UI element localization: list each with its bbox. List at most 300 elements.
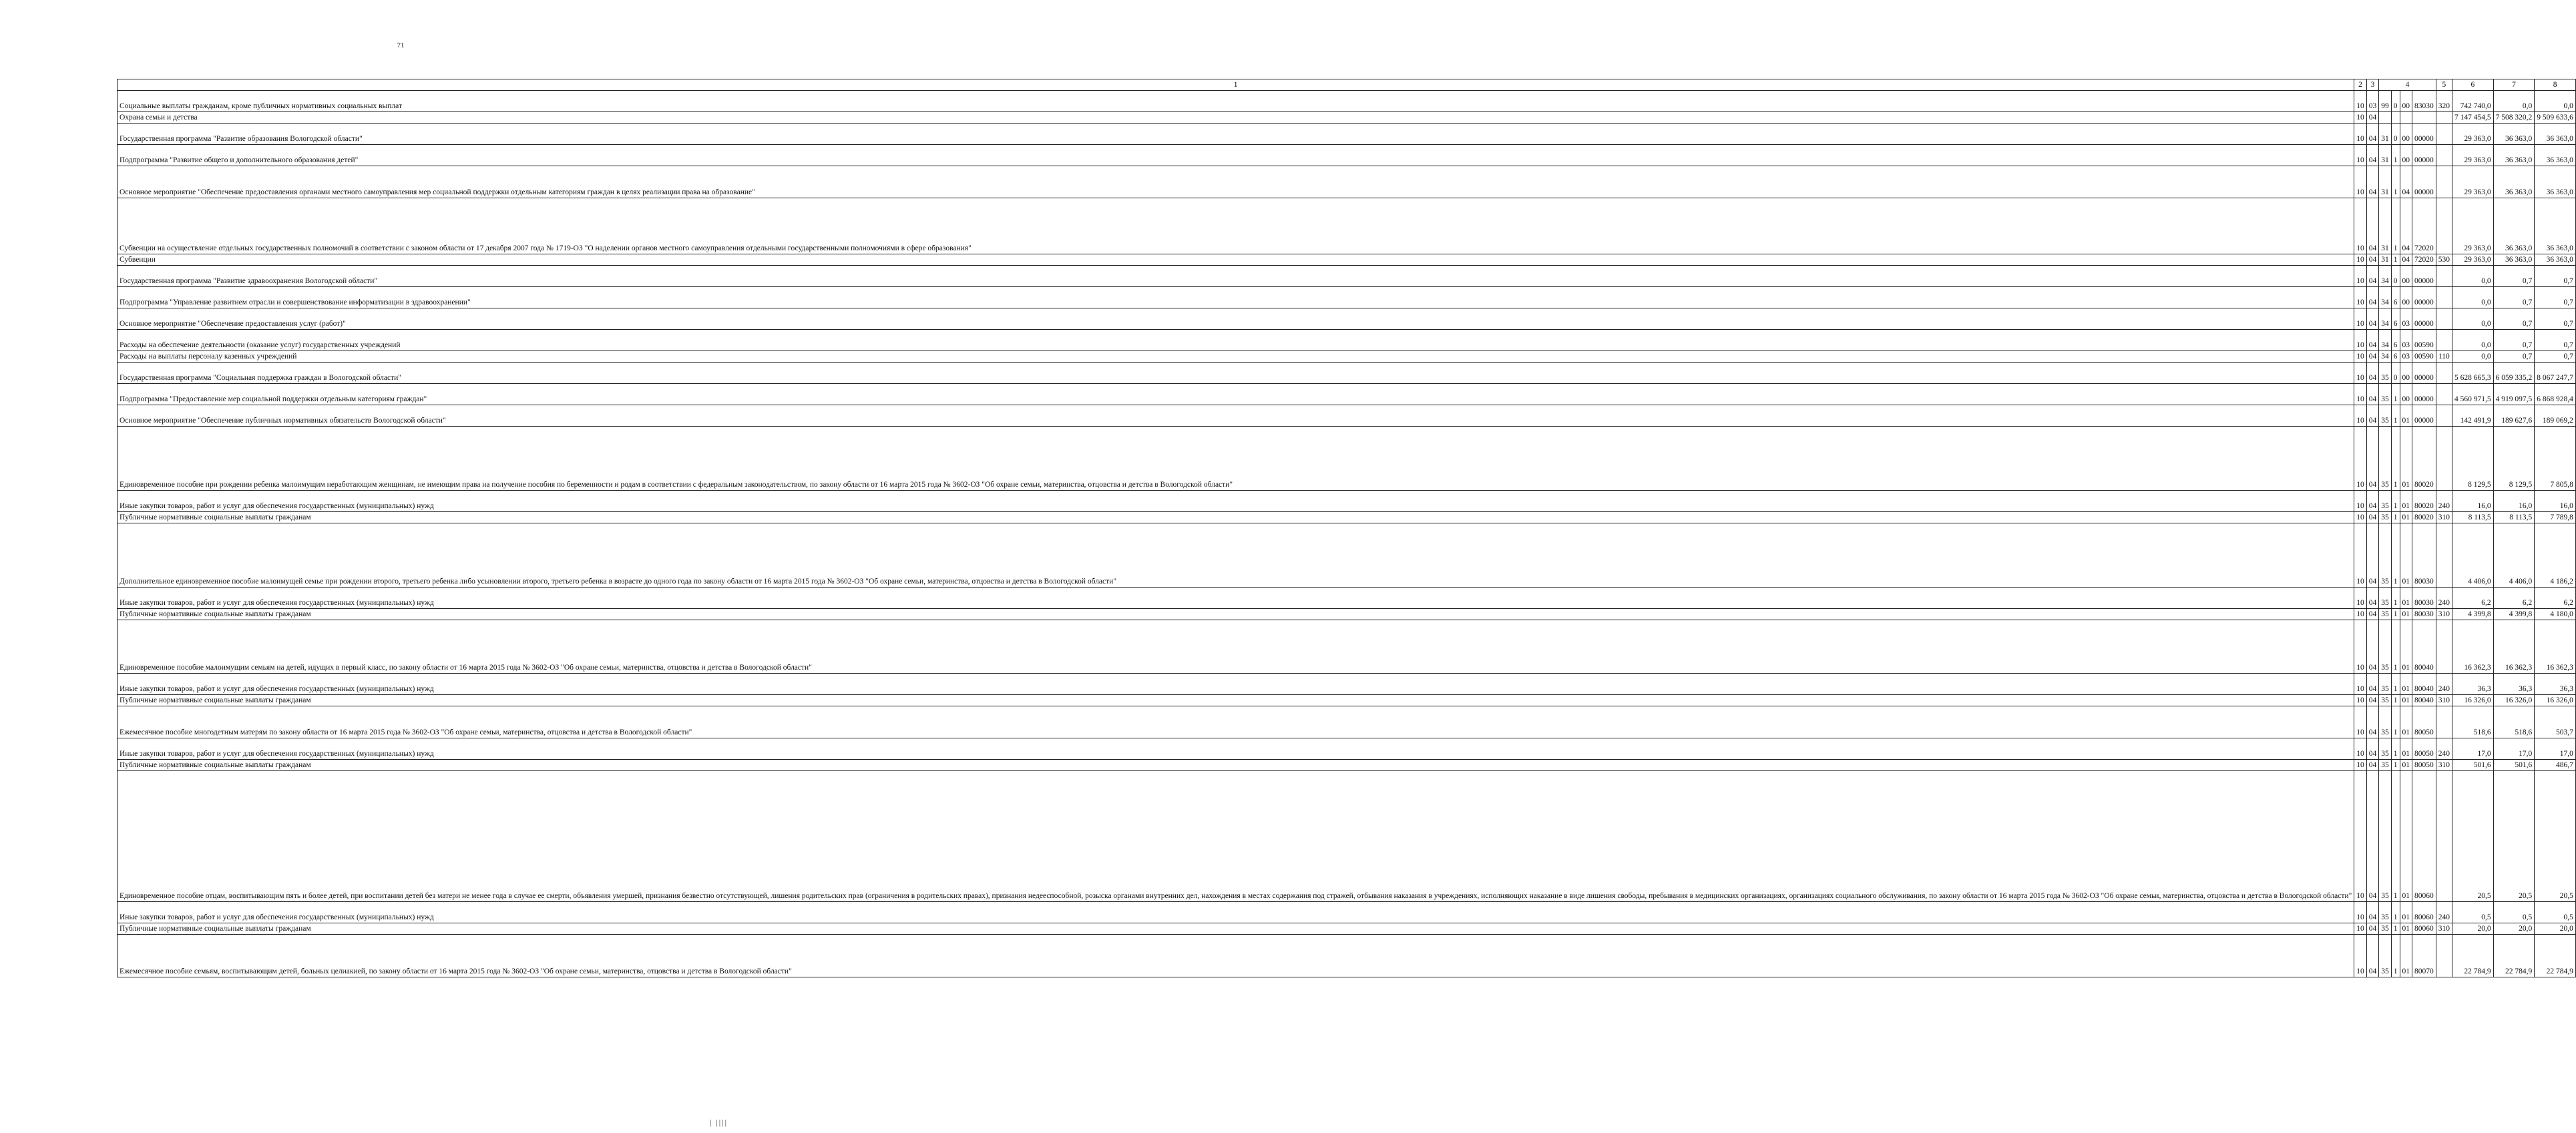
cell-k1: 35 bbox=[2379, 427, 2392, 491]
cell-razdel: 10 bbox=[2354, 427, 2367, 491]
cell-k4: 00000 bbox=[2412, 166, 2436, 198]
cell-razdel: 10 bbox=[2354, 523, 2367, 588]
table-row bbox=[118, 363, 2576, 384]
cell-vr: 310 bbox=[2436, 695, 2452, 706]
cell-name: Единовременное пособие отцам, воспитывающим пять и более детей, при воспитании детей без матери не менее года в случае ее смерти, объявления умершей, признания безвестно отсутствующей, лишения родительских прав (ограничения в родительских правах), признания недееспособной, розыска органами внутренних дел, нахождения в местах содержания под стражей, отбывания наказания в учреждениях, исполняющих наказание в виде лишения свободы, пребывания в медицинских организациях, организациях социального обслуживания, по закону области от 16 марта 2015 года № 3602-ОЗ "Об охране семьи, материнства, отцовства и детства в Вологодской области" bbox=[118, 771, 2354, 902]
cell-v6: 0,0 bbox=[2452, 287, 2494, 308]
cell-k3 bbox=[2400, 112, 2412, 124]
table-row bbox=[118, 405, 2576, 427]
cell-razdel: 10 bbox=[2354, 771, 2367, 902]
cell-k4: 00590 bbox=[2412, 351, 2436, 363]
cell-k1: 35 bbox=[2379, 363, 2392, 384]
cell-k2: 1 bbox=[2391, 620, 2400, 674]
cell-podrazdel: 04 bbox=[2366, 935, 2379, 977]
header-col-8: 8 bbox=[2535, 79, 2576, 91]
cell-podrazdel: 04 bbox=[2366, 695, 2379, 706]
cell-k1: 34 bbox=[2379, 266, 2392, 287]
cell-v7: 501,6 bbox=[2493, 760, 2535, 771]
table-row bbox=[118, 145, 2576, 166]
cell-podrazdel: 04 bbox=[2366, 620, 2379, 674]
cell-v8: 0,5 bbox=[2535, 902, 2576, 923]
cell-k2: 0 bbox=[2391, 124, 2400, 145]
cell-k1: 35 bbox=[2379, 512, 2392, 523]
cell-v8: 4 180,0 bbox=[2535, 609, 2576, 620]
header-col-3: 3 bbox=[2366, 79, 2379, 91]
cell-k3: 01 bbox=[2400, 427, 2412, 491]
cell-vr: 310 bbox=[2436, 609, 2452, 620]
cell-vr bbox=[2436, 166, 2452, 198]
cell-k2: 6 bbox=[2391, 330, 2400, 351]
cell-k2: 1 bbox=[2391, 523, 2400, 588]
cell-podrazdel: 04 bbox=[2366, 145, 2379, 166]
cell-name: Дополнительное единовременное пособие малоимущей семье при рождении второго, третьего ребенка либо усыновлении второго, третьего ребенка в возрасте до одного года по закону области от 16 марта 2015 года № 3602-ОЗ "Об охране семьи, материнства, отцовства и детства в Вологодской области" bbox=[118, 523, 2354, 588]
cell-v6: 4 406,0 bbox=[2452, 523, 2494, 588]
cell-v8: 0,7 bbox=[2535, 351, 2576, 363]
cell-v7: 0,7 bbox=[2493, 351, 2535, 363]
cell-k3: 01 bbox=[2400, 588, 2412, 609]
cell-v6: 0,0 bbox=[2452, 330, 2494, 351]
cell-podrazdel: 04 bbox=[2366, 124, 2379, 145]
cell-v6: 0,0 bbox=[2452, 266, 2494, 287]
table-row bbox=[118, 287, 2576, 308]
table-row bbox=[118, 902, 2576, 923]
cell-k1: 35 bbox=[2379, 384, 2392, 405]
cell-v8: 503,7 bbox=[2535, 706, 2576, 738]
cell-k2: 1 bbox=[2391, 491, 2400, 512]
table-row bbox=[118, 674, 2576, 695]
cell-k3: 01 bbox=[2400, 706, 2412, 738]
cell-v7: 36,3 bbox=[2493, 674, 2535, 695]
cell-v7: 7 508 320,2 bbox=[2493, 112, 2535, 124]
cell-v7: 189 627,6 bbox=[2493, 405, 2535, 427]
cell-k1: 99 bbox=[2379, 91, 2392, 112]
cell-k2: 6 bbox=[2391, 351, 2400, 363]
cell-v8: 16 362,3 bbox=[2535, 620, 2576, 674]
cell-name: Ежемесячное пособие многодетным матерям по закону области от 16 марта 2015 года № 3602-ОЗ "Об охране семьи, материнства, отцовства и детства в Вологодской области" bbox=[118, 706, 2354, 738]
cell-v7: 0,7 bbox=[2493, 287, 2535, 308]
cell-k4: 00000 bbox=[2412, 266, 2436, 287]
cell-v7: 36 363,0 bbox=[2493, 145, 2535, 166]
cell-k3: 01 bbox=[2400, 620, 2412, 674]
cell-vr bbox=[2436, 112, 2452, 124]
cell-v7: 0,0 bbox=[2493, 91, 2535, 112]
cell-k1: 35 bbox=[2379, 706, 2392, 738]
cell-vr bbox=[2436, 145, 2452, 166]
cell-k3: 01 bbox=[2400, 738, 2412, 760]
cell-vr: 320 bbox=[2436, 91, 2452, 112]
cell-k4: 80040 bbox=[2412, 695, 2436, 706]
cell-vr: 310 bbox=[2436, 760, 2452, 771]
cell-k2: 1 bbox=[2391, 760, 2400, 771]
cell-k1: 35 bbox=[2379, 523, 2392, 588]
cell-name: Подпрограмма "Предоставление мер социальной поддержки отдельным категориям граждан" bbox=[118, 384, 2354, 405]
cell-v8: 36 363,0 bbox=[2535, 198, 2576, 254]
table-row bbox=[118, 330, 2576, 351]
cell-k1: 35 bbox=[2379, 405, 2392, 427]
cell-k1: 31 bbox=[2379, 166, 2392, 198]
cell-razdel: 10 bbox=[2354, 609, 2367, 620]
cell-k2: 1 bbox=[2391, 902, 2400, 923]
cell-k3: 01 bbox=[2400, 771, 2412, 902]
cell-v6: 20,5 bbox=[2452, 771, 2494, 902]
cell-podrazdel: 04 bbox=[2366, 706, 2379, 738]
cell-razdel: 10 bbox=[2354, 112, 2367, 124]
cell-v7: 16,0 bbox=[2493, 491, 2535, 512]
cell-k3: 00 bbox=[2400, 91, 2412, 112]
cell-vr bbox=[2436, 330, 2452, 351]
cell-v6: 29 363,0 bbox=[2452, 254, 2494, 266]
cell-name: Публичные нормативные социальные выплаты гражданам bbox=[118, 695, 2354, 706]
cell-razdel: 10 bbox=[2354, 287, 2367, 308]
cell-name: Охрана семьи и детства bbox=[118, 112, 2354, 124]
cell-podrazdel: 04 bbox=[2366, 674, 2379, 695]
cell-razdel: 10 bbox=[2354, 198, 2367, 254]
cell-v7: 4 406,0 bbox=[2493, 523, 2535, 588]
cell-name: Основное мероприятие "Обеспечение предоставления услуг (работ)" bbox=[118, 308, 2354, 330]
cell-v6: 4 560 971,5 bbox=[2452, 384, 2494, 405]
table-row bbox=[118, 308, 2576, 330]
cell-k4: 80040 bbox=[2412, 620, 2436, 674]
cell-podrazdel: 04 bbox=[2366, 738, 2379, 760]
cell-v7: 20,5 bbox=[2493, 771, 2535, 902]
cell-podrazdel: 04 bbox=[2366, 512, 2379, 523]
cell-v6: 16 362,3 bbox=[2452, 620, 2494, 674]
cell-k3: 01 bbox=[2400, 674, 2412, 695]
table-row bbox=[118, 523, 2576, 588]
cell-k1: 31 bbox=[2379, 145, 2392, 166]
cell-vr bbox=[2436, 405, 2452, 427]
cell-v6: 5 628 665,3 bbox=[2452, 363, 2494, 384]
cell-razdel: 10 bbox=[2354, 145, 2367, 166]
cell-v7: 36 363,0 bbox=[2493, 166, 2535, 198]
cell-v8: 36 363,0 bbox=[2535, 254, 2576, 266]
cell-name: Единовременное пособие при рождении ребенка малоимущим неработающим женщинам, не имеющим права на получение пособия по беременности и родам в соответствии с федеральным законодательством, по закону области от 16 марта 2015 года № 3602-ОЗ "Об охране семьи, материнства, отцовства и детства в Вологодской области" bbox=[118, 427, 2354, 491]
cell-razdel: 10 bbox=[2354, 760, 2367, 771]
cell-v6: 0,0 bbox=[2452, 308, 2494, 330]
cell-v6: 7 147 454,5 bbox=[2452, 112, 2494, 124]
table-row bbox=[118, 254, 2576, 266]
cell-v6: 0,5 bbox=[2452, 902, 2494, 923]
cell-k1: 31 bbox=[2379, 254, 2392, 266]
cell-vr bbox=[2436, 266, 2452, 287]
table-row bbox=[118, 427, 2576, 491]
cell-k3: 00 bbox=[2400, 384, 2412, 405]
cell-k2: 1 bbox=[2391, 427, 2400, 491]
cell-v8: 9 509 633,6 bbox=[2535, 112, 2576, 124]
cell-k4: 80050 bbox=[2412, 706, 2436, 738]
cell-k3: 00 bbox=[2400, 287, 2412, 308]
cell-k4: 80060 bbox=[2412, 771, 2436, 902]
cell-v7: 0,7 bbox=[2493, 308, 2535, 330]
table-row bbox=[118, 923, 2576, 935]
cell-k1: 35 bbox=[2379, 738, 2392, 760]
cell-v7: 8 129,5 bbox=[2493, 427, 2535, 491]
table-row bbox=[118, 166, 2576, 198]
cell-podrazdel: 04 bbox=[2366, 287, 2379, 308]
cell-v8: 7 805,8 bbox=[2535, 427, 2576, 491]
cell-k2: 6 bbox=[2391, 308, 2400, 330]
cell-v8: 20,5 bbox=[2535, 771, 2576, 902]
cell-podrazdel: 04 bbox=[2366, 308, 2379, 330]
cell-v8: 4 186,2 bbox=[2535, 523, 2576, 588]
cell-podrazdel: 04 bbox=[2366, 609, 2379, 620]
cell-v8: 0,7 bbox=[2535, 308, 2576, 330]
table-row bbox=[118, 512, 2576, 523]
cell-v6: 36,3 bbox=[2452, 674, 2494, 695]
cell-v7: 16 362,3 bbox=[2493, 620, 2535, 674]
cell-name: Субвенции на осуществление отдельных государственных полномочий в соответствии с законом области от 17 декабря 2007 года № 1719-ОЗ "О наделении органов местного самоуправления отдельными государственными полномочиями в сфере образования" bbox=[118, 198, 2354, 254]
cell-v7: 36 363,0 bbox=[2493, 198, 2535, 254]
cell-v7: 16 326,0 bbox=[2493, 695, 2535, 706]
cell-name: Иные закупки товаров, работ и услуг для обеспечения государственных (муниципальных) нужд bbox=[118, 674, 2354, 695]
cell-v6: 29 363,0 bbox=[2452, 198, 2494, 254]
cell-v6: 6,2 bbox=[2452, 588, 2494, 609]
cell-k2: 1 bbox=[2391, 405, 2400, 427]
cell-name: Государственная программа "Социальная поддержка граждан в Вологодской области" bbox=[118, 363, 2354, 384]
cell-k4: 80060 bbox=[2412, 923, 2436, 935]
cell-k3: 00 bbox=[2400, 363, 2412, 384]
cell-k4: 80040 bbox=[2412, 674, 2436, 695]
budget-table bbox=[117, 79, 2576, 977]
cell-v8: 36 363,0 bbox=[2535, 145, 2576, 166]
cell-k3: 00 bbox=[2400, 266, 2412, 287]
cell-k1: 35 bbox=[2379, 760, 2392, 771]
cell-k2: 1 bbox=[2391, 706, 2400, 738]
cell-k4: 00000 bbox=[2412, 287, 2436, 308]
cell-v8: 16,0 bbox=[2535, 491, 2576, 512]
cell-v7: 0,7 bbox=[2493, 330, 2535, 351]
cell-name: Публичные нормативные социальные выплаты гражданам bbox=[118, 609, 2354, 620]
cell-v8: 8 067 247,7 bbox=[2535, 363, 2576, 384]
cell-k3: 01 bbox=[2400, 491, 2412, 512]
cell-k2: 1 bbox=[2391, 384, 2400, 405]
cell-k1: 31 bbox=[2379, 124, 2392, 145]
cell-k2: 0 bbox=[2391, 266, 2400, 287]
cell-razdel: 10 bbox=[2354, 902, 2367, 923]
cell-vr bbox=[2436, 363, 2452, 384]
cell-podrazdel: 04 bbox=[2366, 902, 2379, 923]
cell-podrazdel: 04 bbox=[2366, 405, 2379, 427]
header-col-6: 6 bbox=[2452, 79, 2494, 91]
cell-v6: 29 363,0 bbox=[2452, 166, 2494, 198]
cell-k2: 1 bbox=[2391, 609, 2400, 620]
cell-k3: 01 bbox=[2400, 935, 2412, 977]
cell-v8: 6 868 928,4 bbox=[2535, 384, 2576, 405]
cell-vr: 110 bbox=[2436, 351, 2452, 363]
cell-k3: 03 bbox=[2400, 351, 2412, 363]
scan-mark: | |||| bbox=[709, 1118, 728, 1127]
cell-v8: 36 363,0 bbox=[2535, 124, 2576, 145]
cell-vr bbox=[2436, 198, 2452, 254]
cell-podrazdel: 04 bbox=[2366, 491, 2379, 512]
cell-k4: 80060 bbox=[2412, 902, 2436, 923]
cell-v8: 36 363,0 bbox=[2535, 166, 2576, 198]
cell-podrazdel: 04 bbox=[2366, 923, 2379, 935]
cell-k2: 1 bbox=[2391, 145, 2400, 166]
cell-vr bbox=[2436, 287, 2452, 308]
cell-k3: 01 bbox=[2400, 405, 2412, 427]
cell-name: Расходы на выплаты персоналу казенных учреждений bbox=[118, 351, 2354, 363]
header-col-4: 4 bbox=[2379, 79, 2436, 91]
cell-k4: 80030 bbox=[2412, 523, 2436, 588]
cell-vr bbox=[2436, 124, 2452, 145]
cell-podrazdel: 04 bbox=[2366, 523, 2379, 588]
header-col-1: 1 bbox=[118, 79, 2354, 91]
cell-v6: 742 740,0 bbox=[2452, 91, 2494, 112]
cell-k2: 6 bbox=[2391, 287, 2400, 308]
table-row bbox=[118, 91, 2576, 112]
cell-vr bbox=[2436, 308, 2452, 330]
cell-v7: 4 399,8 bbox=[2493, 609, 2535, 620]
cell-razdel: 10 bbox=[2354, 266, 2367, 287]
table-row bbox=[118, 351, 2576, 363]
cell-k2: 0 bbox=[2391, 363, 2400, 384]
cell-podrazdel: 04 bbox=[2366, 427, 2379, 491]
cell-k4: 80030 bbox=[2412, 588, 2436, 609]
cell-k1: 34 bbox=[2379, 330, 2392, 351]
cell-v8: 17,0 bbox=[2535, 738, 2576, 760]
cell-k2: 1 bbox=[2391, 695, 2400, 706]
cell-v6: 142 491,9 bbox=[2452, 405, 2494, 427]
cell-razdel: 10 bbox=[2354, 166, 2367, 198]
cell-vr: 240 bbox=[2436, 738, 2452, 760]
cell-name: Основное мероприятие "Обеспечение предоставления органами местного самоуправления мер социальной поддержки отдельным категориям граждан в целях реализации права на образование" bbox=[118, 166, 2354, 198]
cell-v7: 518,6 bbox=[2493, 706, 2535, 738]
cell-name: Иные закупки товаров, работ и услуг для обеспечения государственных (муниципальных) нужд bbox=[118, 491, 2354, 512]
cell-v8: 486,7 bbox=[2535, 760, 2576, 771]
table-row bbox=[118, 771, 2576, 902]
cell-v8: 189 069,2 bbox=[2535, 405, 2576, 427]
cell-v6: 0,0 bbox=[2452, 351, 2494, 363]
cell-podrazdel: 04 bbox=[2366, 351, 2379, 363]
header-col-5: 5 bbox=[2436, 79, 2452, 91]
cell-v6: 16,0 bbox=[2452, 491, 2494, 512]
cell-k2: 1 bbox=[2391, 923, 2400, 935]
cell-v7: 6,2 bbox=[2493, 588, 2535, 609]
cell-k4: 00000 bbox=[2412, 363, 2436, 384]
cell-k4: 72020 bbox=[2412, 254, 2436, 266]
cell-v8: 20,0 bbox=[2535, 923, 2576, 935]
cell-v7: 0,5 bbox=[2493, 902, 2535, 923]
cell-name: Государственная программа "Развитие образования Вологодской области" bbox=[118, 124, 2354, 145]
cell-razdel: 10 bbox=[2354, 405, 2367, 427]
cell-k4: 80070 bbox=[2412, 935, 2436, 977]
header-col-7: 7 bbox=[2493, 79, 2535, 91]
cell-razdel: 10 bbox=[2354, 512, 2367, 523]
cell-vr: 240 bbox=[2436, 902, 2452, 923]
cell-name: Ежемесячное пособие семьям, воспитывающим детей, больных целиакией, по закону области от 16 марта 2015 года № 3602-ОЗ "Об охране семьи, материнства, отцовства и детства в Вологодской области" bbox=[118, 935, 2354, 977]
cell-k4: 00000 bbox=[2412, 145, 2436, 166]
cell-k4: 80020 bbox=[2412, 512, 2436, 523]
cell-podrazdel: 04 bbox=[2366, 254, 2379, 266]
cell-k3: 03 bbox=[2400, 330, 2412, 351]
cell-k4: 00000 bbox=[2412, 124, 2436, 145]
cell-podrazdel: 04 bbox=[2366, 588, 2379, 609]
cell-k4: 80020 bbox=[2412, 491, 2436, 512]
table-body bbox=[118, 91, 2576, 977]
cell-k4: 80050 bbox=[2412, 738, 2436, 760]
cell-name: Подпрограмма "Развитие общего и дополнительного образования детей" bbox=[118, 145, 2354, 166]
table-row bbox=[118, 266, 2576, 287]
cell-k2: 1 bbox=[2391, 935, 2400, 977]
cell-k3: 01 bbox=[2400, 923, 2412, 935]
cell-k1: 35 bbox=[2379, 491, 2392, 512]
cell-v6: 22 784,9 bbox=[2452, 935, 2494, 977]
cell-vr bbox=[2436, 706, 2452, 738]
cell-vr bbox=[2436, 771, 2452, 902]
cell-razdel: 10 bbox=[2354, 384, 2367, 405]
cell-k1: 34 bbox=[2379, 287, 2392, 308]
cell-razdel: 10 bbox=[2354, 330, 2367, 351]
cell-vr: 240 bbox=[2436, 674, 2452, 695]
cell-v7: 6 059 335,2 bbox=[2493, 363, 2535, 384]
cell-k4: 00590 bbox=[2412, 330, 2436, 351]
table-row bbox=[118, 491, 2576, 512]
cell-name: Субвенции bbox=[118, 254, 2354, 266]
table-row bbox=[118, 695, 2576, 706]
cell-name: Иные закупки товаров, работ и услуг для обеспечения государственных (муниципальных) нужд bbox=[118, 738, 2354, 760]
table-row bbox=[118, 124, 2576, 145]
cell-vr bbox=[2436, 935, 2452, 977]
cell-v6: 29 363,0 bbox=[2452, 145, 2494, 166]
cell-v7: 22 784,9 bbox=[2493, 935, 2535, 977]
cell-k2: 1 bbox=[2391, 254, 2400, 266]
cell-razdel: 10 bbox=[2354, 923, 2367, 935]
cell-v7: 8 113,5 bbox=[2493, 512, 2535, 523]
cell-k3: 01 bbox=[2400, 609, 2412, 620]
cell-v6: 4 399,8 bbox=[2452, 609, 2494, 620]
table-row bbox=[118, 620, 2576, 674]
table-row bbox=[118, 935, 2576, 977]
cell-k1: 35 bbox=[2379, 695, 2392, 706]
cell-podrazdel: 04 bbox=[2366, 112, 2379, 124]
cell-podrazdel: 04 bbox=[2366, 166, 2379, 198]
cell-name: Публичные нормативные социальные выплаты гражданам bbox=[118, 512, 2354, 523]
cell-v8: 16 326,0 bbox=[2535, 695, 2576, 706]
cell-razdel: 10 bbox=[2354, 124, 2367, 145]
page-number: 71 bbox=[397, 41, 405, 49]
cell-k4: 80050 bbox=[2412, 760, 2436, 771]
cell-v8: 22 784,9 bbox=[2535, 935, 2576, 977]
cell-vr: 310 bbox=[2436, 512, 2452, 523]
cell-k3: 04 bbox=[2400, 166, 2412, 198]
cell-k1: 35 bbox=[2379, 620, 2392, 674]
cell-name: Социальные выплаты гражданам, кроме публичных нормативных социальных выплат bbox=[118, 91, 2354, 112]
cell-v6: 16 326,0 bbox=[2452, 695, 2494, 706]
cell-v7: 36 363,0 bbox=[2493, 124, 2535, 145]
cell-v7: 17,0 bbox=[2493, 738, 2535, 760]
cell-k4: 83030 bbox=[2412, 91, 2436, 112]
cell-v8: 36,3 bbox=[2535, 674, 2576, 695]
table-row bbox=[118, 738, 2576, 760]
cell-k1: 35 bbox=[2379, 588, 2392, 609]
cell-podrazdel: 04 bbox=[2366, 266, 2379, 287]
cell-podrazdel: 04 bbox=[2366, 760, 2379, 771]
cell-vr: 530 bbox=[2436, 254, 2452, 266]
cell-v8: 0,7 bbox=[2535, 330, 2576, 351]
cell-vr bbox=[2436, 384, 2452, 405]
cell-v8: 0,0 bbox=[2535, 91, 2576, 112]
cell-k4: 72020 bbox=[2412, 198, 2436, 254]
cell-razdel: 10 bbox=[2354, 588, 2367, 609]
cell-razdel: 10 bbox=[2354, 674, 2367, 695]
cell-razdel: 10 bbox=[2354, 706, 2367, 738]
cell-razdel: 10 bbox=[2354, 738, 2367, 760]
table-row bbox=[118, 706, 2576, 738]
cell-name: Иные закупки товаров, работ и услуг для обеспечения государственных (муниципальных) нужд bbox=[118, 588, 2354, 609]
cell-k2: 1 bbox=[2391, 512, 2400, 523]
cell-v6: 518,6 bbox=[2452, 706, 2494, 738]
